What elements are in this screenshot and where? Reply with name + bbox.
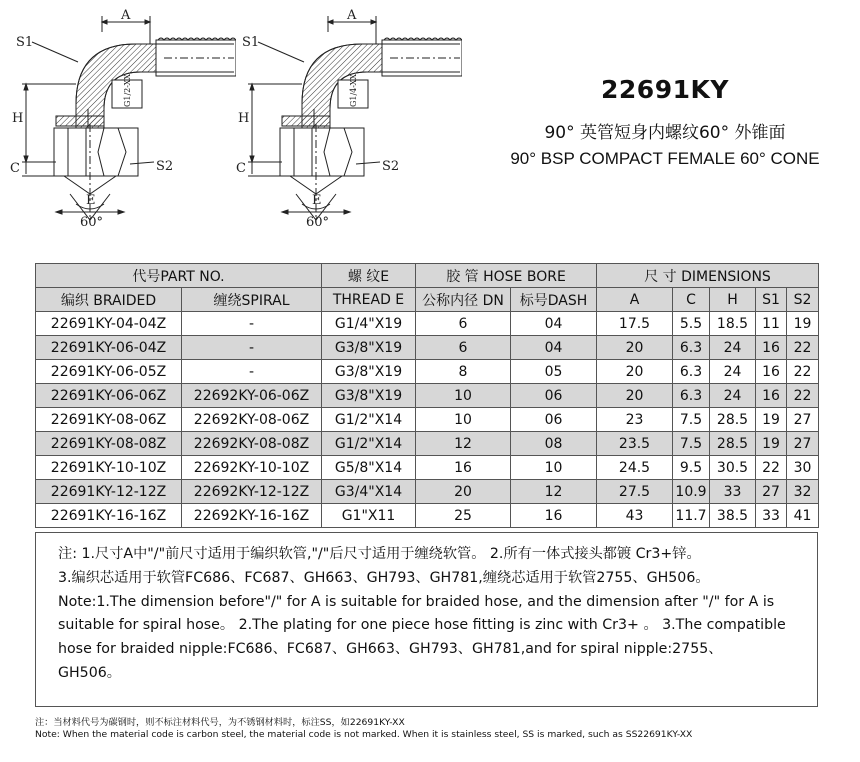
fitting-drawing-svg (232, 4, 462, 244)
cell-dash: 06 (511, 408, 597, 432)
cell-c: 7.5 (673, 432, 710, 456)
product-code: 22691KY (601, 75, 729, 104)
cell-spiral: 22692KY-16-16Z (182, 504, 322, 528)
table-row (36, 456, 819, 480)
cell-dn: 25 (416, 504, 511, 528)
cell-dn: 8 (416, 360, 511, 384)
cell-h: 24 (710, 336, 756, 360)
header-thread-en: THREAD E (322, 288, 416, 312)
product-title-en: 90° BSP COMPACT FEMALE 60° CONE (510, 149, 820, 168)
table-row (36, 480, 819, 504)
cell-braided: 22691KY-08-06Z (36, 408, 182, 432)
cell-spiral: 22692KY-08-08Z (182, 432, 322, 456)
cell-dash: 16 (511, 504, 597, 528)
cell-s2: 22 (787, 384, 819, 408)
cell-thread: G3/8"X19 (322, 336, 416, 360)
cone-angle-label: 60° (80, 215, 104, 230)
cell-spiral: 22692KY-08-06Z (182, 408, 322, 432)
header-h: H (710, 288, 756, 312)
cell-dn: 12 (416, 432, 511, 456)
cell-thread: G3/4"X14 (322, 480, 416, 504)
table-row (36, 504, 819, 528)
cell-s1: 16 (756, 336, 787, 360)
header-dimensions: 尺 寸 DIMENSIONS (597, 264, 819, 288)
table-row (36, 408, 819, 432)
cell-dn: 6 (416, 312, 511, 336)
cell-spiral: - (182, 360, 322, 384)
cell-spiral: 22692KY-06-06Z (182, 384, 322, 408)
cell-dn: 20 (416, 480, 511, 504)
cell-dash: 04 (511, 312, 597, 336)
header-thread-cn: 螺 纹E (322, 264, 416, 288)
dimension-e-label: E (86, 193, 96, 208)
cell-s1: 16 (756, 384, 787, 408)
cell-dn: 16 (416, 456, 511, 480)
cell-h: 24 (710, 360, 756, 384)
note-line: 3.编织芯适用于软管FC686、FC687、GH663、GH793、GH781,缠绕芯适用于软管2755、GH506。 (58, 569, 710, 586)
cell-s2: 22 (787, 336, 819, 360)
cell-c: 6.3 (673, 360, 710, 384)
cell-spiral: - (182, 336, 322, 360)
cell-c: 6.3 (673, 336, 710, 360)
cell-dn: 6 (416, 336, 511, 360)
cell-s2: 27 (787, 408, 819, 432)
footer-note-en: Note: When the material code is carbon steel, the material code is not marked. When it is stainless steel, SS is marked, such as SS22691KY-XX (35, 729, 693, 740)
cell-c: 7.5 (673, 408, 710, 432)
cell-a: 20 (597, 384, 673, 408)
cell-thread: G3/8"X19 (322, 384, 416, 408)
cell-thread: G1/4"X19 (322, 312, 416, 336)
cell-c: 5.5 (673, 312, 710, 336)
cell-h: 38.5 (710, 504, 756, 528)
note-line: Note:1.The dimension before"/" for A is suitable for braided hose, and the dimension after "/" for A is (58, 593, 775, 610)
cell-braided: 22691KY-16-16Z (36, 504, 182, 528)
fitting-drawing-braided (6, 4, 236, 244)
table-row (36, 312, 819, 336)
cell-dn: 10 (416, 408, 511, 432)
cell-a: 24.5 (597, 456, 673, 480)
cell-s1: 11 (756, 312, 787, 336)
dimension-c-label: C (10, 161, 20, 176)
cell-c: 11.7 (673, 504, 710, 528)
table-row (36, 432, 819, 456)
notes-box (35, 532, 818, 707)
header-braided: 编织 BRAIDED (36, 288, 182, 312)
thread-size-label: G1/4-XX (349, 73, 358, 107)
cell-s1: 22 (756, 456, 787, 480)
cell-a: 27.5 (597, 480, 673, 504)
table-row (36, 336, 819, 360)
dimension-s1-label: S1 (16, 35, 34, 50)
cell-h: 18.5 (710, 312, 756, 336)
table-row (36, 360, 819, 384)
cell-braided: 22691KY-08-08Z (36, 432, 182, 456)
cell-h: 30.5 (710, 456, 756, 480)
dimension-e-label: E (312, 193, 322, 208)
spec-table (35, 263, 819, 528)
cell-s2: 22 (787, 360, 819, 384)
cell-a: 20 (597, 360, 673, 384)
cell-s2: 41 (787, 504, 819, 528)
cell-a: 20 (597, 336, 673, 360)
fitting-drawing-svg (6, 4, 236, 244)
cell-thread: G3/8"X19 (322, 360, 416, 384)
cell-dash: 04 (511, 336, 597, 360)
cell-dn: 10 (416, 384, 511, 408)
cell-dash: 10 (511, 456, 597, 480)
cell-braided: 22691KY-04-04Z (36, 312, 182, 336)
dimension-a-label: A (121, 8, 131, 23)
header-spiral: 缠绕SPIRAL (182, 288, 322, 312)
cell-s1: 27 (756, 480, 787, 504)
cell-a: 17.5 (597, 312, 673, 336)
note-line: 注: 1.尺寸A中"/"前尺寸适用于编织软管,"/"后尺寸适用于缠绕软管。 2.所有一体式接头都镀 Cr3+锌。 (58, 546, 701, 562)
cell-h: 28.5 (710, 408, 756, 432)
dimension-c-label: C (236, 161, 246, 176)
note-line: GH506。 (58, 664, 121, 681)
cell-s1: 19 (756, 408, 787, 432)
header-part-no: 代号PART NO. (36, 264, 322, 288)
dimension-h-label: H (238, 111, 250, 126)
cell-thread: G1/2"X14 (322, 408, 416, 432)
cell-s1: 16 (756, 360, 787, 384)
cell-dash: 06 (511, 384, 597, 408)
cell-braided: 22691KY-06-04Z (36, 336, 182, 360)
dimension-s2-label: S2 (156, 159, 174, 174)
cell-s1: 19 (756, 432, 787, 456)
header-s2: S2 (787, 288, 819, 312)
header-a: A (597, 288, 673, 312)
cone-angle-label: 60° (306, 215, 330, 230)
dimension-h-label: H (12, 111, 24, 126)
product-title-cn: 90° 英管短身内螺纹60° 外锥面 (544, 123, 786, 143)
note-line: suitable for spiral hose。 2.The plating for one piece hose fitting is zinc with Cr3+ 。 3.The compatible (58, 617, 786, 634)
header-hose-bore: 胶 管 HOSE BORE (416, 264, 597, 288)
dimension-s1-label: S1 (242, 35, 260, 50)
dimension-s2-label: S2 (382, 159, 400, 174)
header-c: C (673, 288, 710, 312)
cell-h: 24 (710, 384, 756, 408)
cell-dash: 08 (511, 432, 597, 456)
cell-a: 43 (597, 504, 673, 528)
cell-braided: 22691KY-12-12Z (36, 480, 182, 504)
cell-s2: 32 (787, 480, 819, 504)
cell-thread: G1/2"X14 (322, 432, 416, 456)
cell-h: 33 (710, 480, 756, 504)
cell-a: 23 (597, 408, 673, 432)
cell-thread: G1"X11 (322, 504, 416, 528)
header-s1: S1 (756, 288, 787, 312)
thread-size-label: G1/2-XX (123, 73, 132, 107)
cell-a: 23.5 (597, 432, 673, 456)
cell-s2: 19 (787, 312, 819, 336)
cell-braided: 22691KY-06-05Z (36, 360, 182, 384)
cell-s2: 30 (787, 456, 819, 480)
cell-dash: 05 (511, 360, 597, 384)
cell-s2: 27 (787, 432, 819, 456)
header-dn: 公称内径 DN (416, 288, 511, 312)
fitting-drawing-spiral (232, 4, 462, 244)
note-line: hose for braided nipple:FC686、FC687、GH663、GH793、GH781,and for spiral nipple:2755、 (58, 641, 723, 658)
cell-spiral: 22692KY-12-12Z (182, 480, 322, 504)
cell-c: 9.5 (673, 456, 710, 480)
cell-c: 10.9 (673, 480, 710, 504)
cell-spiral: 22692KY-10-10Z (182, 456, 322, 480)
footer-note-cn: 注：当材料代号为碳钢时，则不标注材料代号，为不锈钢材料时，标注SS，如22691KY-XX (35, 717, 405, 728)
cell-thread: G5/8"X14 (322, 456, 416, 480)
cell-c: 6.3 (673, 384, 710, 408)
cell-s1: 33 (756, 504, 787, 528)
table-row (36, 384, 819, 408)
dimension-a-label: A (347, 8, 357, 23)
cell-braided: 22691KY-10-10Z (36, 456, 182, 480)
cell-h: 28.5 (710, 432, 756, 456)
cell-spiral: - (182, 312, 322, 336)
cell-dash: 12 (511, 480, 597, 504)
cell-braided: 22691KY-06-06Z (36, 384, 182, 408)
header-dash: 标号DASH (511, 288, 597, 312)
